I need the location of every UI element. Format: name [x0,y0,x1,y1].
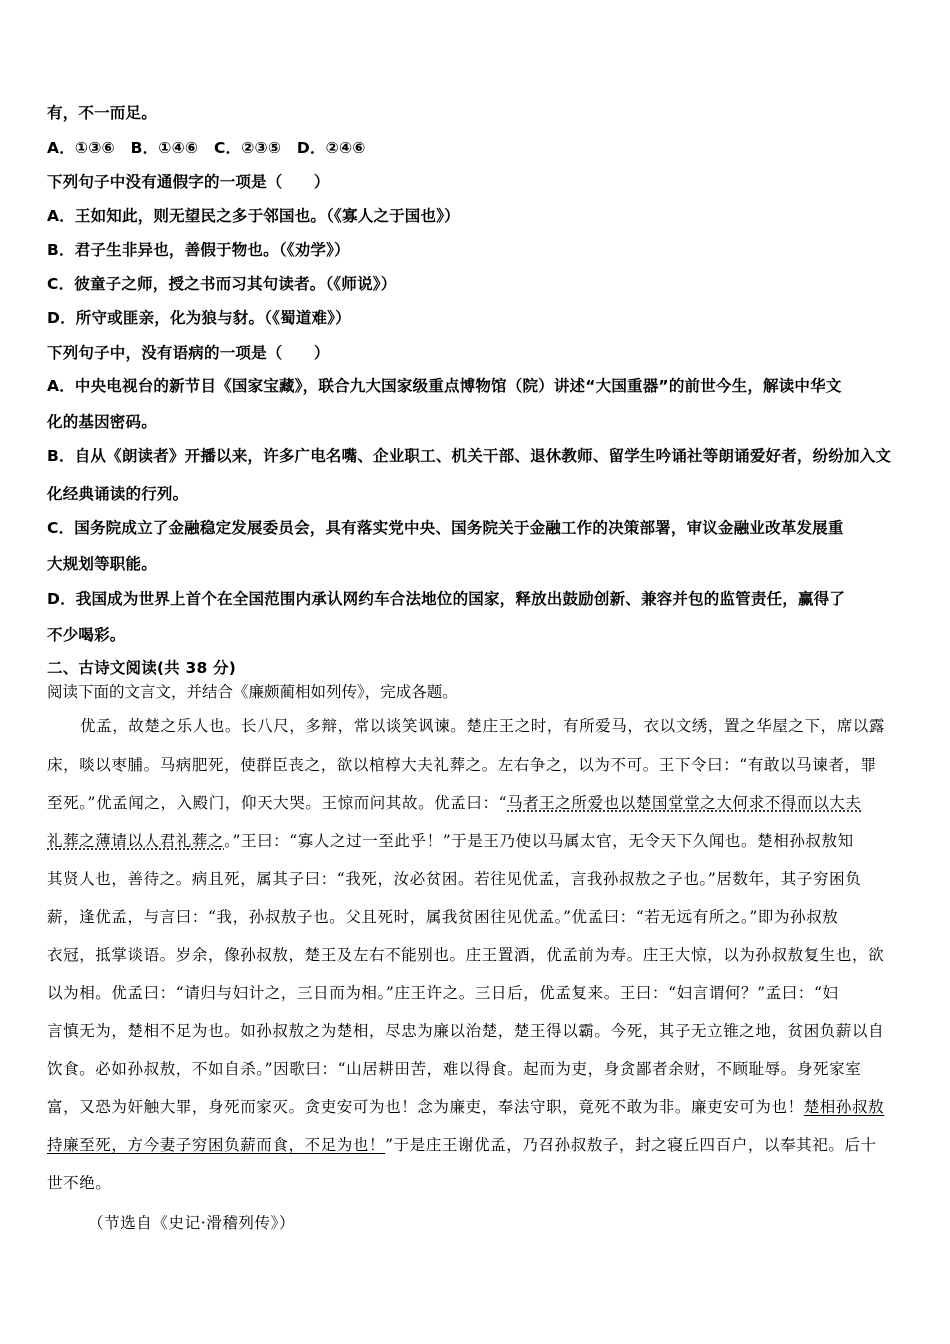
passage-line: 床，啖以枣脯。马病肥死，使群臣丧之，欲以棺椁大夫礼葬之。左右争之，以为不可。王下令曰：“有敢以马谏者，罪 [47,756,877,774]
yubing-option-c-line2: 大规划等职能。 [47,555,157,573]
tongjia-option-a: A．王如知此，则无望民之多于邻国也。（《寡人之于国也》） [47,207,460,225]
passage-line [47,1095,884,1117]
passage-line: 饮食。必如孙叔敖，不如自杀。”因歌曰：“山居耕田苦，难以得食。起而为吏，身贪鄙者余财，不顾耻辱。身死家室 [47,1060,862,1078]
passage-line: 优孟，故楚之乐人也。长八尺，多辩，常以谈笑讽谏。楚庄王之时，有所爱马，衣以文绣，置之华屋之下，席以露 [80,717,886,735]
tongjia-option-b: B．君子生非异也，善假于物也。（《劝学》） [47,241,350,259]
passage-line [47,1133,877,1155]
tongjia-question-stem: 下列句子中没有通假字的一项是（ ） [47,173,330,191]
passage-source: （节选自《史记·滑稽列传》） [88,1214,296,1232]
passage-text: 富，又恐为奸触大罪，身死而家灭。贪吏安可为也！念为廉吏，奉法守职，竟死不敢为非。廉吏安可为也！ [47,1098,804,1116]
passage-line: 衣冠，抵掌谈语。岁余，像孙叔敖，楚王及左右不能别也。庄王置酒，优孟前为寿。庄王大惊，以为孙叔敖复生也，欲 [47,946,885,964]
passage-line [47,829,854,851]
yubing-option-b-line1: B．自从《朗读者》开播以来，许多广电名嘴、企业职工、机关干部、退休教师、留学生吟诵社等朗诵爱好者，纷纷加入文 [47,447,892,465]
underlined-sentence-translation-end: 持廉至死，方今妻子穷困负薪而食，不足为也！ [47,1136,386,1154]
yubing-option-d-line1: D．我国成为世界上首个在全国范围内承认网约车合法地位的国家，释放出鼓励创新、兼容并包的监管责任，赢得了 [47,590,846,608]
passage-text: 。”王曰：“寡人之过一至此乎！”于是王乃使以马属太官，无令天下久闻也。楚相孙叔敖知 [224,832,854,850]
tongjia-option-d: D．所守或匪亲，化为狼与豺。（《蜀道难》） [47,309,351,327]
yubing-question-stem: 下列句子中，没有语病的一项是（ ） [47,344,330,362]
yubing-option-b-line2: 化经典诵读的行列。 [47,485,189,503]
yubing-option-c-line1: C．国务院成立了金融稳定发展委员会，具有落实党中央、国务院关于金融工作的决策部署，审议金融业改革发展重 [47,519,844,537]
passage-line: 世不绝。 [47,1174,112,1192]
section-heading: 二、古诗文阅读(共 38 分) [47,659,237,677]
passage-text: ”于是庄王谢优孟，乃召孙叔敖子，封之寝丘四百户，以奉其祀。后十 [385,1136,877,1154]
section-instruction: 阅读下面的文言文，并结合《廉颇蔺相如列传》，完成各题。 [47,683,458,701]
passage-line [47,791,861,813]
tongjia-option-c: C．彼童子之师，授之书而习其句读者。（《师说》） [47,275,397,293]
passage-line: 言慎无为，楚相不足为也。如孙叔敖之为楚相，尽忠为廉以治楚，楚王得以霸。今死，其子无立锥之地，贫困负薪以自 [47,1022,885,1040]
yubing-option-a-line2: 化的基因密码。 [47,413,157,431]
underlined-sentence-punctuation-end: 礼葬之薄请以人君礼葬之 [47,832,225,850]
yubing-option-d-line2: 不少喝彩。 [47,626,126,644]
passage-text: 至死。”优孟闻之，入殿门，仰天大哭。王惊而问其故。优孟曰：“ [47,794,508,812]
prev-question-choices: A．①③⑥ B．①④⑥ C．②③⑤ D．②④⑥ [47,139,366,157]
underlined-sentence-punctuation: 马者王之所爱也以楚国堂堂之大何求不得而以大夫 [507,794,862,812]
yubing-option-a-line1: A．中央电视台的新节目《国家宝藏》，联合九大国家级重点博物馆（院）讲述“大国重器”的前世今生，解读中华文 [47,377,842,395]
passage-line: 薪，逢优孟，与言曰：“我，孙叔敖子也。父且死时，属我贫困往见优孟。”优孟曰：“若无远有所之。”即为孙叔敖 [47,908,839,926]
prev-question-tail: 有，不一而足。 [47,104,157,122]
passage-line: 其贤人也，善待之。病且死，属其子曰：“我死，汝必贫困。若往见优孟，言我孙叔敖之子也。”居数年，其子穷困负 [47,870,862,888]
underlined-sentence-translation: 楚相孙叔敖 [803,1098,885,1116]
passage-line: 以为相。优孟曰：“请归与妇计之，三日而为相。”庄王许之。三日后，优孟复来。王曰：“妇言谓何？”孟曰：“妇 [47,984,839,1002]
